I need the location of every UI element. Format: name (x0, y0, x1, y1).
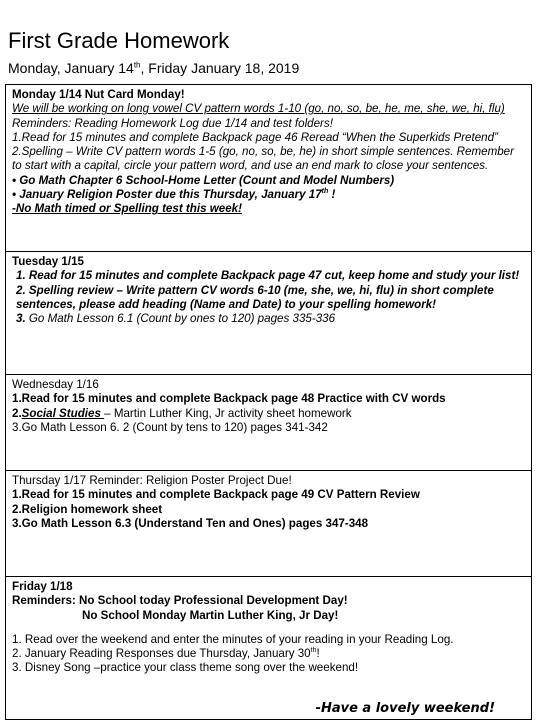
friday-line-2-text: 2. January Reading Responses due Thursday, January 30 (12, 647, 311, 661)
tuesday-line-3-text: Go Math Lesson 6.1 (Count by ones to 120) pages 335-336 (25, 312, 336, 326)
monday-cell (6, 85, 531, 252)
subtitle-superscript: th (133, 60, 141, 70)
homework-table (5, 84, 532, 720)
friday-line-1: 1. Read over the weekend and enter the minutes of your reading in your Reading Log. (12, 632, 454, 646)
monday-line-1: We will be working on long vowel CV pattern words 1-10 (go, no, so, be, he, me, she, we, hi, flu) (12, 102, 505, 116)
monday-line-4: 2.Spelling – Write CV pattern words 1-5 (go, no, so, be, he) in short simple sentences. Remember to start with a capital, circle your pattern word, and use an end mark to close your sentences. (12, 145, 514, 173)
wednesday-line-3: 3.Go Math Lesson 6. 2 (Count by tens to 120) pages 341-342 (12, 420, 328, 434)
friday-cell (6, 577, 531, 719)
monday-line-6-text: • January Religion Poster due this Thursday, January 17 (12, 188, 322, 202)
monday-line-6-end: ! (328, 188, 336, 202)
page-subtitle (8, 59, 299, 77)
page-title: First Grade Homework (8, 28, 230, 53)
thursday-line-1: 1.Read for 15 minutes and complete Backpack page 49 CV Pattern Review (12, 488, 420, 502)
monday-line-5: • Go Math Chapter 6 School-Home Letter (Count and Model Numbers) (12, 173, 395, 187)
monday-line-7: -No Math timed or Spelling test this week! (12, 202, 242, 216)
friday-line-2-superscript: th (310, 647, 317, 655)
wednesday-line-2-text: – Martin Luther King, Jr activity sheet homework (104, 406, 352, 420)
tuesday-cell (6, 252, 531, 375)
friday-reminder-1: Reminders: No School today Professional Development Day! (12, 594, 348, 608)
tuesday-line-1: 1. Read for 15 minutes and complete Backpack page 47 cut, keep home and study your list! (16, 269, 520, 283)
tuesday-line-2: 2. Spelling review – Write pattern CV words 6-10 (me, she, we, hi, flu) in short complete sentences, please add heading (Name and Date) to your spelling homework! (16, 283, 494, 311)
thursday-cell (6, 471, 531, 577)
wednesday-cell (6, 375, 531, 471)
friday-line-2-end: ! (316, 647, 320, 661)
subtitle-date-end: , Friday January 18, 2019 (140, 60, 300, 76)
monday-line-2: Reminders: Reading Homework Log due 1/14 and test folders! (12, 116, 333, 130)
friday-signoff: -Have a lovely weekend! (315, 700, 495, 716)
monday-line-3: 1.Read for 15 minutes and complete Backpack page 46 Reread “When the Superkids Pretend” (12, 130, 498, 144)
thursday-line-2: 2.Religion homework sheet (12, 502, 163, 516)
wednesday-heading: Wednesday 1/16 (12, 378, 99, 391)
monday-line-6-superscript: th (321, 188, 329, 196)
monday-line-6 (12, 188, 525, 202)
friday-line-3: 3. Disney Song –practice your class theme song over the weekend! (12, 661, 359, 675)
friday-line-2 (12, 647, 525, 661)
subtitle-date-start: Monday, January 14 (8, 60, 134, 76)
wednesday-line-2 (12, 407, 525, 421)
tuesday-heading: Tuesday 1/15 (12, 255, 84, 268)
friday-reminder-2: No School Monday Martin Luther King, Jr Day! (82, 608, 339, 622)
wednesday-social-studies: Social Studies (21, 406, 105, 420)
tuesday-line-3-number: 3. (16, 312, 26, 326)
friday-heading: Friday 1/18 (12, 580, 73, 593)
monday-heading: Monday 1/14 Nut Card Monday! (12, 88, 185, 101)
thursday-heading: Thursday 1/17 Reminder: Religion Poster Project Due! (12, 474, 292, 487)
wednesday-line-2-number: 2. (12, 406, 22, 420)
thursday-line-3: 3.Go Math Lesson 6.3 (Understand Ten and Ones) pages 347-348 (12, 516, 369, 530)
tuesday-line-3 (12, 312, 525, 326)
wednesday-line-1: 1.Read for 15 minutes and complete Backpack page 48 Practice with CV words (12, 392, 446, 406)
